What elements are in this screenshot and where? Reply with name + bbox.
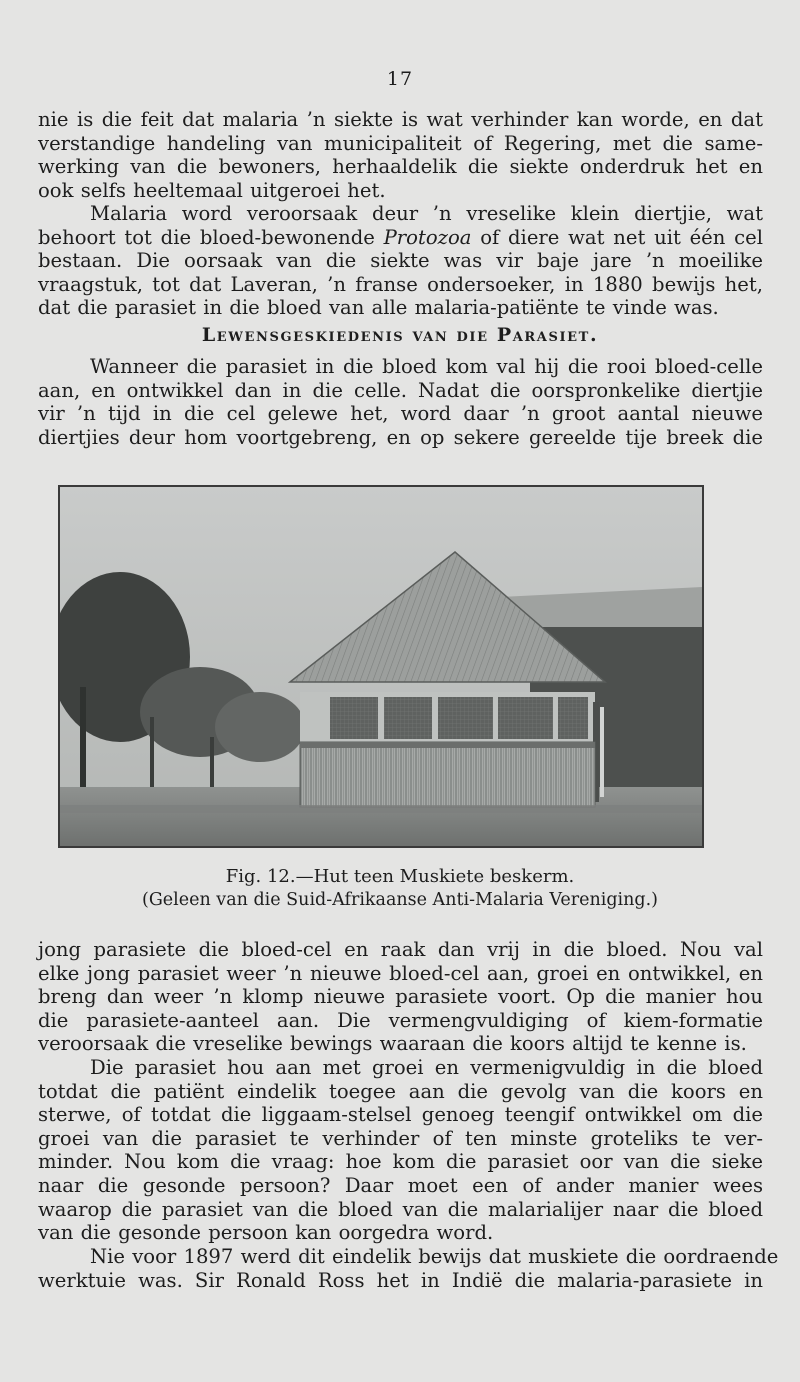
text-line: werking van die bewoners, herhaaldelik die siekte onderdruk het en	[38, 155, 763, 179]
text-line: Die parasiet hou aan met groei en vermenigvuldig in die bloed	[90, 1056, 763, 1079]
text-line: verstandige handeling van municipaliteit of Regering, met die same-	[38, 131, 763, 155]
hut-window	[558, 697, 588, 739]
text-line: van die gesonde persoon kan oorgedra word.	[38, 1221, 494, 1245]
text-line: vraagstuk, tot dat Laveran, ’n franse ondersoeker, in 1880 bewijs het,	[38, 272, 763, 296]
tree-trunk	[150, 717, 154, 797]
paragraph-1	[38, 108, 763, 202]
text-line: naar die gesonde persoon? Daar moet een of ander manier wees	[38, 1173, 763, 1197]
grass-band	[60, 805, 702, 813]
section-heading: Lewensgeskiedenis van die Parasiet.	[201, 324, 599, 346]
text-line: Nie voor 1897 werd dit eindelik bewijs dat muskiete die oordraende	[90, 1245, 779, 1268]
figure-caption: Fig. 12.—Hut teen Muskiete beskerm.	[225, 866, 575, 887]
text-line: aan, en ontwikkel dan in die celle. Nadat die oorspronkelike diertjie	[38, 378, 763, 402]
text-line: jong parasiete die bloed-cel en raak dan vrij in die bloed. Nou val	[38, 938, 763, 961]
paragraph-2	[38, 202, 763, 320]
text-line: totdat die patiënt eindelik toegee aan die gevolg van die koors en	[38, 1079, 763, 1103]
hut-reed-wall	[300, 742, 595, 807]
text-line: bestaan. Die oorsaak van die siekte was vir baje jare ’n moeilike	[38, 249, 763, 273]
text-line: minder. Nou kom die vraag: hoe kom die parasiet oor van die sieke	[38, 1150, 763, 1174]
italic-term: Protozoa	[383, 225, 472, 249]
paragraph-3	[38, 938, 763, 1056]
text-line: sterwe, of totdat die liggaam-stelsel genoeg teengif ontwikkel om die	[38, 1103, 763, 1127]
text-line: vir ’n tijd in die cel gelewe het, word daar ’n groot aantal nieuwe	[38, 402, 763, 426]
text-line: die parasiete-aanteel aan. Die vermengvuldiging of kiem-formatie	[38, 1008, 763, 1032]
text-line: waarop die parasiet van die bloed van die malarialijer naar die bloed	[38, 1197, 763, 1221]
text-line: ook selfs heeltemaal uitgeroei het.	[38, 178, 386, 202]
paragraph-4	[38, 1056, 763, 1245]
text-line: werktuie was. Sir Ronald Ross het in Indië die malaria-parasiete in	[38, 1268, 763, 1292]
hut-photograph	[58, 485, 704, 848]
hut-photo-illustration	[60, 487, 702, 846]
text-line: groei van die parasiet te verhinder of ten minste groteliks te ver-	[38, 1126, 763, 1150]
bush-left	[215, 692, 305, 762]
text-line: diertjies deur hom voortgebreng, en op sekere gereelde tije breek die	[38, 425, 763, 449]
text-line: Malaria word veroorsaak deur ’n vreselike klein diertjie, wat	[90, 202, 763, 225]
hut-window	[384, 697, 432, 739]
tree-trunk	[80, 687, 86, 787]
figure-credit: (Geleen van die Suid-Afrikaanse Anti-Malaria Vereniging.)	[142, 890, 658, 910]
hut-window	[438, 697, 493, 739]
veranda-post	[600, 707, 604, 797]
page-number: 17	[386, 68, 414, 90]
text-line: Wanneer die parasiet in die bloed kom val hij die rooi bloed-celle	[90, 355, 763, 378]
hut-window	[330, 697, 378, 739]
text-line: elke jong parasiet weer ’n nieuwe bloed-cel aan, groei en ontwikkel, en	[38, 961, 763, 985]
text-line: veroorsaak die vreselike bewings waaraan die koors altijd te kenne is.	[38, 1032, 747, 1056]
text-line: dat die parasiet in die bloed van alle malaria-patiënte te vinde was.	[38, 296, 719, 320]
text-line: breng dan weer ’n klomp nieuwe parasiete voort. Op die manier hou	[38, 985, 763, 1009]
text-line: behoort tot die bloed-bewonende Protozoa of diere wat net uit één cel	[38, 225, 763, 249]
paragraph-5	[38, 1245, 779, 1292]
hut-wall-beam	[300, 742, 595, 748]
section-paragraph	[38, 355, 763, 449]
hut-window	[498, 697, 553, 739]
text-line: nie is die feit dat malaria ’n siekte is wat verhinder kan worde, en dat	[38, 108, 763, 131]
